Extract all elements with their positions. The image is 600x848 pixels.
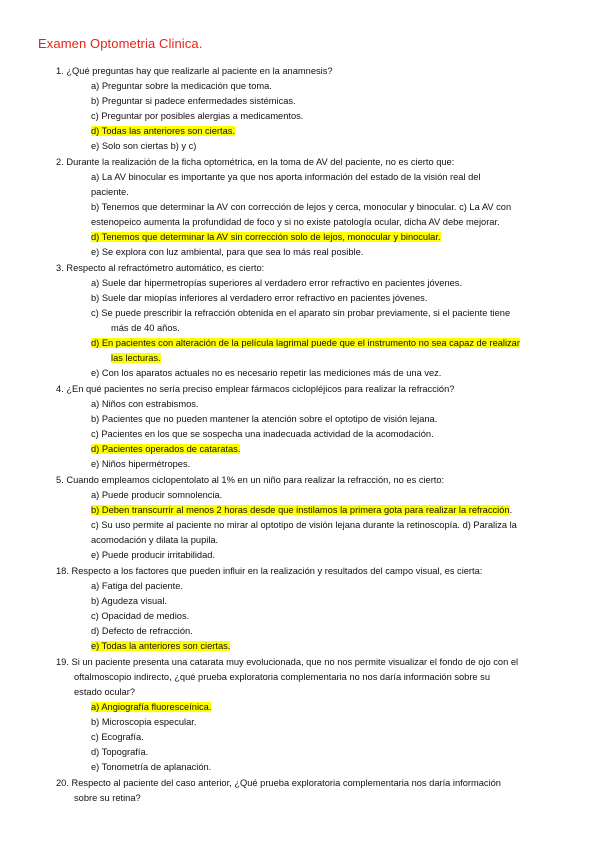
option-1e: e) Solo son ciertas b) y c) <box>91 141 197 151</box>
option-3c: c) Se puede prescribir la refracción obtenida en el aparato sin probar previamente, si el paciente tiene <box>91 308 511 318</box>
question-number: 5. <box>56 475 64 485</box>
question-text: Cuando empleamos ciclopentolato al 1% en un niño para realizar la refracción, no es cierto: <box>66 475 445 485</box>
question-19-cont2: estado ocular? <box>74 687 135 697</box>
question-1 <box>56 64 556 79</box>
question-text: Respecto a los factores que pueden influir en la realización y resultados del campo visual, es cierta: <box>71 566 483 576</box>
option-5c: c) Su uso permite al paciente no mirar al optotipo de visión lejana durante la retinoscopía. d) Paraliza la <box>91 520 517 530</box>
option-3b: b) Suele dar miopías inferiores al verdadero error refractivo en pacientes jóvenes. <box>91 293 428 303</box>
question-2 <box>56 155 556 170</box>
option-18c: c) Opacidad de medios. <box>91 611 190 621</box>
option-4b: b) Pacientes que no pueden mantener la atención sobre el optotipo de visión lejana. <box>91 414 438 424</box>
option-19c: c) Ecografía. <box>91 732 144 742</box>
option-3c-cont: más de 40 años. <box>111 323 180 333</box>
question-number: 3. <box>56 263 64 273</box>
option-18d: d) Defecto de refracción. <box>91 626 193 636</box>
option-4e: e) Niños hipermétropes. <box>91 459 191 469</box>
highlighted-answer: e) Todas la anteriores son ciertas. <box>91 641 231 651</box>
option-2e: e) Se explora con luz ambiental, para que sea lo más real posible. <box>91 247 364 257</box>
question-18 <box>56 564 556 579</box>
option-19b: b) Microscopia especular. <box>91 717 197 727</box>
option-18e-correct <box>91 639 561 654</box>
option-1d-correct <box>91 124 561 139</box>
question-4 <box>56 382 556 397</box>
option-18a: a) Fatiga del paciente. <box>91 581 183 591</box>
highlighted-answer: d) Pacientes operados de cataratas. <box>91 444 241 454</box>
option-3a: a) Suele dar hipermetropías superiores al verdadero error refractivo en pacientes jóvenes. <box>91 278 463 288</box>
question-3 <box>56 261 556 276</box>
question-number: 18. <box>56 566 69 576</box>
question-19 <box>56 655 556 670</box>
option-2a: a) La AV binocular es importante ya que nos aporta información del estado de la visión real del <box>91 172 481 182</box>
option-3e: e) Con los aparatos actuales no es necesario repetir las mediciones más de una vez. <box>91 368 442 378</box>
question-number: 20. <box>56 778 69 788</box>
option-1b: b) Preguntar si padece enfermedades sistémicas. <box>91 96 296 106</box>
question-5 <box>56 473 556 488</box>
option-1a: a) Preguntar sobre la medicación que toma. <box>91 81 272 91</box>
option-5b-correct <box>91 503 553 518</box>
question-number: 4. <box>56 384 64 394</box>
option-4a: a) Niños con estrabismos. <box>91 399 199 409</box>
question-20-cont: sobre su retina? <box>74 793 141 803</box>
option-5d-cont: acomodación y dilata la pupila. <box>91 535 219 545</box>
option-5a: a) Puede producir somnolencia. <box>91 490 223 500</box>
option-19a-correct <box>91 700 561 715</box>
question-number: 19. <box>56 657 69 667</box>
option-19e: e) Tonometría de aplanación. <box>91 762 212 772</box>
question-text: Respecto al refractómetro automático, es cierto: <box>66 263 265 273</box>
option-5e: e) Puede producir irritabilidad. <box>91 550 216 560</box>
option-4d-correct <box>91 442 561 457</box>
option-19d: d) Topografía. <box>91 747 149 757</box>
highlighted-answer: d) Todas las anteriores son ciertas. <box>91 126 236 136</box>
page-title: Examen Optometria Clinica. <box>38 36 203 51</box>
trailing-period: . <box>509 505 513 515</box>
option-4c: c) Pacientes en los que se sospecha una inadecuada actividad de la acomodación. <box>91 429 434 439</box>
highlighted-answer: d) Tenemos que determinar la AV sin corrección solo de lejos, monocular y binocular. <box>91 232 441 242</box>
question-text: Si un paciente presenta una catarata muy evolucionada, que no nos permite visualizar el fondo de ojo con el <box>71 657 519 667</box>
option-2c-cont: estenopeico aumenta la profundidad de foco y si no existe patología ocular, dicha AV debe mejorar. <box>91 217 500 227</box>
question-text: Respecto al paciente del caso anterior, ¿Qué prueba exploratoria complementaria nos daría información <box>71 778 501 788</box>
question-text: ¿Qué preguntas hay que realizarle al paciente en la anamnesis? <box>66 66 333 76</box>
highlighted-answer-cont: las lecturas. <box>111 353 161 363</box>
option-2b: b) Tenemos que determinar la AV con corrección de lejos y cerca, monocular y binocular. c) La AV con <box>91 202 512 212</box>
question-text: ¿En qué pacientes no sería preciso emplear fármacos ciclopléjicos para realizar la refracción? <box>66 384 455 394</box>
question-number: 2. <box>56 157 64 167</box>
option-18b: b) Agudeza visual. <box>91 596 167 606</box>
question-text: Durante la realización de la ficha optométrica, en la toma de AV del paciente, no es cierto que: <box>66 157 455 167</box>
option-3d-cont <box>91 351 581 366</box>
highlighted-answer: b) Deben transcurrir al menos 2 horas desde que instilamos la primera gota para realizar la refracción <box>91 505 510 515</box>
highlighted-answer: a) Angiografía fluoresceínica. <box>91 702 212 712</box>
question-number: 1. <box>56 66 64 76</box>
highlighted-answer: d) En pacientes con alteración de la película lagrimal puede que el instrumento no sea capaz de realizar <box>91 338 520 348</box>
question-19-cont: oftalmoscopio indirecto, ¿qué prueba exploratoria complementaria no nos daría información sobre su <box>74 672 491 682</box>
option-2a-cont: paciente. <box>91 187 129 197</box>
option-1c: c) Preguntar por posibles alergias a medicamentos. <box>91 111 304 121</box>
option-3d-correct <box>91 336 553 351</box>
question-20 <box>56 776 556 791</box>
option-2d-correct <box>91 230 561 245</box>
